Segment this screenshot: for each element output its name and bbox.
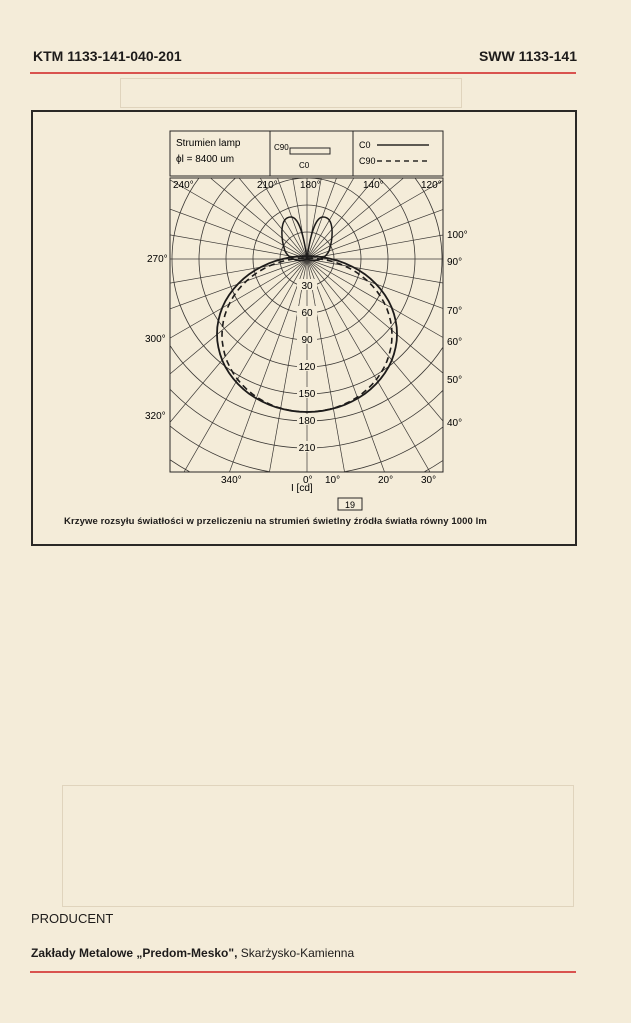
legend-flux-label: Strumien lamp <box>176 138 241 149</box>
radial-label: 60 <box>301 308 313 319</box>
angle-label-300: 300° <box>145 334 166 345</box>
catalog-code-left: KTM 1133-141-040-201 <box>33 48 182 64</box>
angle-label-60: 60° <box>447 337 463 348</box>
bleed-through-drawing <box>62 785 574 907</box>
grid-radial <box>50 259 307 544</box>
producer-city: Skarżysko-Kamienna <box>240 946 355 960</box>
producer-line <box>31 946 354 960</box>
figure-caption: Krzywe rozsyłu światłości w przeliczeniu na strumień świetlny źródła światła równy 1000 lm <box>64 516 487 527</box>
grid-radial <box>307 259 575 328</box>
angle-label-270: 270° <box>147 254 168 265</box>
lamp-icon <box>290 148 330 154</box>
top-red-rule <box>30 72 576 74</box>
angle-label-320: 320° <box>145 411 166 422</box>
legend-c90-label: C90 <box>274 143 289 152</box>
angle-label-0: 0° <box>303 475 313 486</box>
figure-frame <box>31 110 577 546</box>
grid-radial <box>307 259 507 544</box>
legend-series-c0: C0 <box>359 140 371 150</box>
angle-label-50: 50° <box>447 375 463 386</box>
radial-label: 180 <box>298 416 316 427</box>
angle-label-340: 340° <box>221 475 242 486</box>
angle-label-70: 70° <box>447 306 463 317</box>
radial-label: 90 <box>301 335 313 346</box>
unit-label: I [cd] <box>291 483 313 494</box>
grid-radial <box>307 112 507 259</box>
angle-label-120: 120° <box>421 180 442 191</box>
catalog-code-right: SWW 1133-141 <box>478 48 577 64</box>
grid-circle <box>37 112 575 529</box>
producer-heading: PRODUCENT <box>31 911 114 926</box>
grid-radial <box>307 259 376 544</box>
figure-number: 19 <box>344 500 356 510</box>
bleed-through-title-box <box>120 78 462 108</box>
angle-label-30: 30° <box>421 475 437 486</box>
legend-flux-value: ϕl = 8400 um <box>176 154 235 165</box>
angle-label-210: 210° <box>257 180 278 191</box>
angle-label-10: 10° <box>325 475 341 486</box>
angle-label-180: 180° <box>300 180 321 191</box>
radial-label: 120 <box>298 362 316 373</box>
plot-area <box>170 178 443 472</box>
angle-label-20: 20° <box>378 475 394 486</box>
polar-diagram <box>33 112 575 544</box>
angle-label-90: 90° <box>447 257 463 268</box>
angle-label-240: 240° <box>173 180 194 191</box>
grid-radial <box>107 259 307 544</box>
angle-label-140: 140° <box>363 180 384 191</box>
grid-radial <box>238 259 307 544</box>
bottom-red-rule <box>30 971 576 973</box>
angle-label-40: 40° <box>447 418 463 429</box>
radial-label: 30 <box>301 281 313 292</box>
producer-name: Zakłady Metalowe „Predom-Mesko", <box>31 946 238 960</box>
angle-label-100: 100° <box>447 230 468 241</box>
legend-series-c90: C90 <box>359 156 376 166</box>
grid-radial <box>307 190 575 259</box>
legend-c0-label: C0 <box>299 161 310 170</box>
grid-radial <box>307 259 575 396</box>
radial-label: 210 <box>298 443 316 454</box>
radial-label: 150 <box>298 389 316 400</box>
